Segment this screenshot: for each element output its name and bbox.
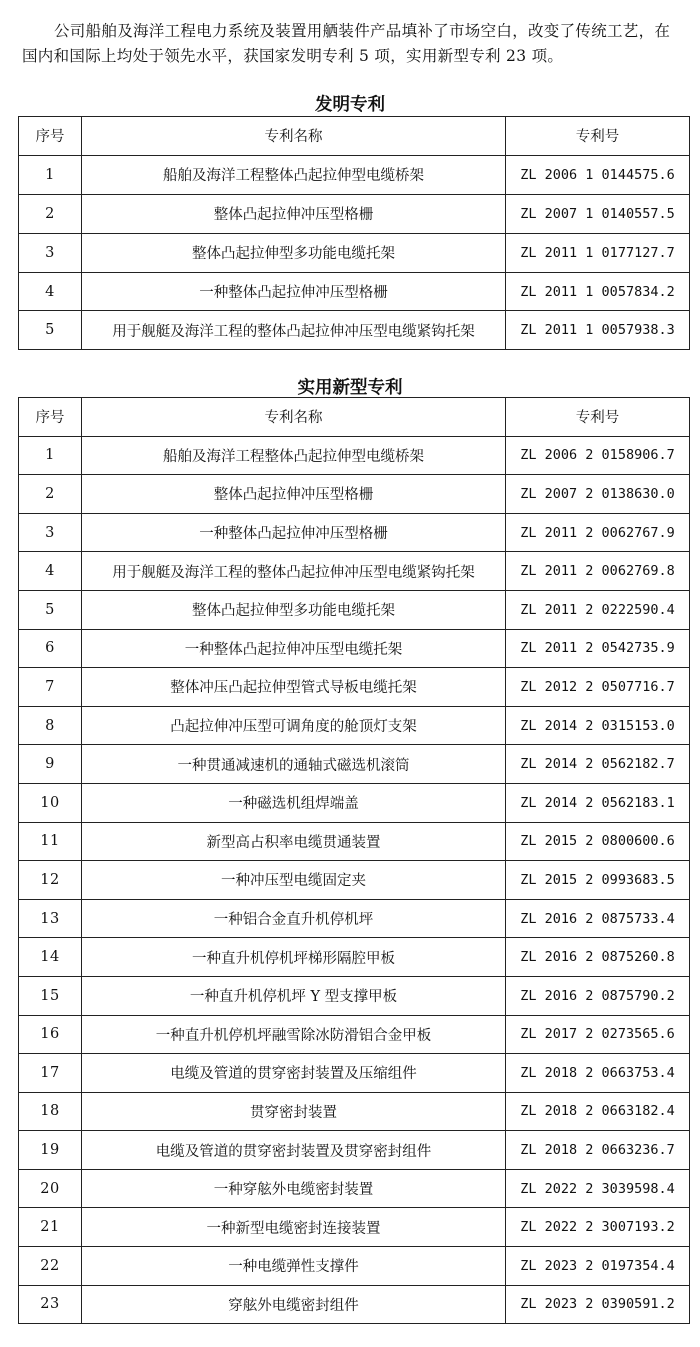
cell-number: ZL 2006 1 0144575.6 xyxy=(506,155,690,194)
table-row xyxy=(19,1169,690,1208)
table-row xyxy=(19,1247,690,1286)
intro-paragraph: 公司船舶及海洋工程电力系统及装置用舾装件产品填补了市场空白，改变了传统工艺，在国内和国际上均处于领先水平，获国家发明专利 5 项，实用新型专利 23 项。 xyxy=(22,22,671,65)
cell-number: ZL 2011 1 0177127.7 xyxy=(506,233,690,272)
cell-number: ZL 2016 2 0875260.8 xyxy=(506,938,690,977)
cell-no: 4 xyxy=(19,272,82,311)
cell-name: 一种整体凸起拉伸冲压型格栅 xyxy=(82,513,506,552)
table-row xyxy=(19,1015,690,1054)
cell-number: ZL 2022 2 3007193.2 xyxy=(506,1208,690,1247)
cell-number: ZL 2023 2 0390591.2 xyxy=(506,1285,690,1324)
cell-number: ZL 2014 2 0315153.0 xyxy=(506,706,690,745)
cell-name: 整体冲压凸起拉伸型管式导板电缆托架 xyxy=(82,668,506,707)
cell-no: 3 xyxy=(19,513,82,552)
cell-no: 5 xyxy=(19,311,82,350)
cell-no: 1 xyxy=(19,155,82,194)
table-row xyxy=(19,668,690,707)
cell-name: 船舶及海洋工程整体凸起拉伸型电缆桥架 xyxy=(82,155,506,194)
cell-no: 17 xyxy=(19,1054,82,1093)
cell-no: 11 xyxy=(19,822,82,861)
cell-name: 电缆及管道的贯穿密封装置及贯穿密封组件 xyxy=(82,1131,506,1170)
cell-number: ZL 2022 2 3039598.4 xyxy=(506,1169,690,1208)
cell-number: ZL 2015 2 0800600.6 xyxy=(506,822,690,861)
cell-number: ZL 2011 1 0057834.2 xyxy=(506,272,690,311)
cell-number: ZL 2018 2 0663182.4 xyxy=(506,1092,690,1131)
cell-no: 7 xyxy=(19,668,82,707)
header-number: 专利号 xyxy=(506,398,690,437)
utility-patents-title: 实用新型专利 xyxy=(297,378,403,398)
cell-no: 2 xyxy=(19,475,82,514)
table-row xyxy=(19,311,690,350)
cell-no: 20 xyxy=(19,1169,82,1208)
table-row xyxy=(19,513,690,552)
cell-number: ZL 2018 2 0663753.4 xyxy=(506,1054,690,1093)
cell-no: 9 xyxy=(19,745,82,784)
cell-number: ZL 2017 2 0273565.6 xyxy=(506,1015,690,1054)
cell-no: 6 xyxy=(19,629,82,668)
cell-number: ZL 2016 2 0875733.4 xyxy=(506,899,690,938)
table-header-row xyxy=(19,398,690,437)
cell-name: 一种直升机停机坪梯形隔腔甲板 xyxy=(82,938,506,977)
cell-no: 21 xyxy=(19,1208,82,1247)
cell-name: 一种新型电缆密封连接装置 xyxy=(82,1208,506,1247)
table-row xyxy=(19,629,690,668)
header-name: 专利名称 xyxy=(82,117,506,156)
table-row xyxy=(19,783,690,822)
table-row xyxy=(19,194,690,233)
table-row xyxy=(19,976,690,1015)
cell-no: 5 xyxy=(19,590,82,629)
cell-number: ZL 2011 1 0057938.3 xyxy=(506,311,690,350)
cell-name: 一种磁选机组焊端盖 xyxy=(82,783,506,822)
cell-number: ZL 2014 2 0562182.7 xyxy=(506,745,690,784)
cell-number: ZL 2012 2 0507716.7 xyxy=(506,668,690,707)
cell-name: 新型高占积率电缆贯通装置 xyxy=(82,822,506,861)
cell-number: ZL 2015 2 0993683.5 xyxy=(506,861,690,900)
cell-number: ZL 2007 1 0140557.5 xyxy=(506,194,690,233)
cell-no: 14 xyxy=(19,938,82,977)
table-row xyxy=(19,475,690,514)
cell-name: 一种穿舷外电缆密封装置 xyxy=(82,1169,506,1208)
cell-name: 整体凸起拉伸型多功能电缆托架 xyxy=(82,233,506,272)
cell-name: 穿舷外电缆密封组件 xyxy=(82,1285,506,1324)
cell-name: 一种直升机停机坪 Y 型支撑甲板 xyxy=(82,976,506,1015)
table-row xyxy=(19,861,690,900)
cell-name: 一种整体凸起拉伸冲压型格栅 xyxy=(82,272,506,311)
cell-number: ZL 2011 2 0062769.8 xyxy=(506,552,690,591)
cell-no: 10 xyxy=(19,783,82,822)
cell-number: ZL 2011 2 0062767.9 xyxy=(506,513,690,552)
table-row xyxy=(19,1092,690,1131)
header-no: 序号 xyxy=(19,117,82,156)
header-name: 专利名称 xyxy=(82,398,506,437)
cell-number: ZL 2018 2 0663236.7 xyxy=(506,1131,690,1170)
table-header-row xyxy=(19,117,690,156)
cell-name: 一种冲压型电缆固定夹 xyxy=(82,861,506,900)
header-number: 专利号 xyxy=(506,117,690,156)
cell-name: 整体凸起拉伸冲压型格栅 xyxy=(82,475,506,514)
table-row xyxy=(19,436,690,475)
cell-no: 12 xyxy=(19,861,82,900)
cell-name: 一种贯通减速机的通轴式磁选机滚筒 xyxy=(82,745,506,784)
cell-no: 13 xyxy=(19,899,82,938)
cell-no: 15 xyxy=(19,976,82,1015)
cell-number: ZL 2023 2 0197354.4 xyxy=(506,1247,690,1286)
cell-name: 贯穿密封装置 xyxy=(82,1092,506,1131)
cell-name: 电缆及管道的贯穿密封装置及压缩组件 xyxy=(82,1054,506,1093)
table-row xyxy=(19,1131,690,1170)
table-row xyxy=(19,590,690,629)
cell-name: 用于舰艇及海洋工程的整体凸起拉伸冲压型电缆紧钩托架 xyxy=(82,311,506,350)
cell-name: 一种电缆弹性支撑件 xyxy=(82,1247,506,1286)
cell-name: 整体凸起拉伸冲压型格栅 xyxy=(82,194,506,233)
table-row xyxy=(19,899,690,938)
cell-no: 1 xyxy=(19,436,82,475)
cell-no: 18 xyxy=(19,1092,82,1131)
table-row xyxy=(19,822,690,861)
table-row xyxy=(19,233,690,272)
cell-no: 23 xyxy=(19,1285,82,1324)
cell-name: 船舶及海洋工程整体凸起拉伸型电缆桥架 xyxy=(82,436,506,475)
cell-number: ZL 2016 2 0875790.2 xyxy=(506,976,690,1015)
table-row xyxy=(19,745,690,784)
cell-number: ZL 2014 2 0562183.1 xyxy=(506,783,690,822)
cell-number: ZL 2011 2 0222590.4 xyxy=(506,590,690,629)
cell-name: 一种直升机停机坪融雪除冰防滑铝合金甲板 xyxy=(82,1015,506,1054)
table-row xyxy=(19,155,690,194)
invention-patents-table xyxy=(18,116,690,350)
cell-number: ZL 2011 2 0542735.9 xyxy=(506,629,690,668)
table-row xyxy=(19,1285,690,1324)
cell-name: 整体凸起拉伸型多功能电缆托架 xyxy=(82,590,506,629)
table-row xyxy=(19,938,690,977)
cell-number: ZL 2007 2 0138630.0 xyxy=(506,475,690,514)
table-row xyxy=(19,706,690,745)
table-row xyxy=(19,272,690,311)
table-row xyxy=(19,1054,690,1093)
cell-name: 凸起拉伸冲压型可调角度的舱顶灯支架 xyxy=(82,706,506,745)
cell-no: 4 xyxy=(19,552,82,591)
table-row xyxy=(19,552,690,591)
table-row xyxy=(19,1208,690,1247)
invention-patents-title: 发明专利 xyxy=(315,95,385,115)
cell-name: 用于舰艇及海洋工程的整体凸起拉伸冲压型电缆紧钩托架 xyxy=(82,552,506,591)
cell-no: 16 xyxy=(19,1015,82,1054)
cell-name: 一种铝合金直升机停机坪 xyxy=(82,899,506,938)
cell-no: 22 xyxy=(19,1247,82,1286)
cell-number: ZL 2006 2 0158906.7 xyxy=(506,436,690,475)
cell-name: 一种整体凸起拉伸冲压型电缆托架 xyxy=(82,629,506,668)
utility-patents-table xyxy=(18,397,690,1324)
cell-no: 8 xyxy=(19,706,82,745)
header-no: 序号 xyxy=(19,398,82,437)
cell-no: 3 xyxy=(19,233,82,272)
cell-no: 2 xyxy=(19,194,82,233)
cell-no: 19 xyxy=(19,1131,82,1170)
